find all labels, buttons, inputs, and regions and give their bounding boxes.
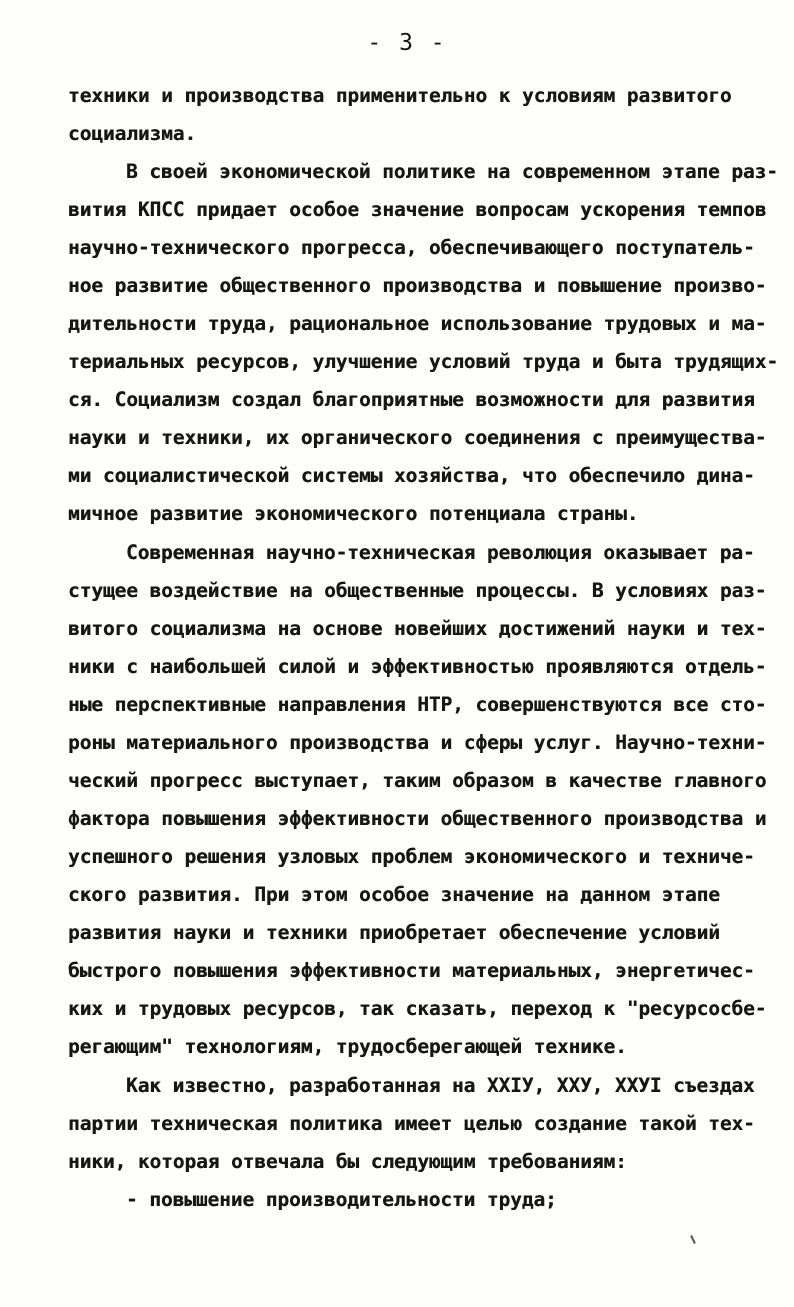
- text-line: развития науки и техники приобретает обеспечение условий: [68, 921, 720, 944]
- text-line: - повышение производительности труда;: [126, 1188, 557, 1211]
- text-line: техники и производства применительно к условиям развитого: [68, 84, 732, 107]
- text-line: В своей экономической политике на современном этапе раз-: [126, 160, 778, 183]
- text-line: ми социалистической системы хозяйства, что обеспечило дина-: [68, 464, 755, 487]
- text-line: роны материального производства и сферы услуг. Научно-техни-: [68, 731, 767, 754]
- text-line: науки и техники, их органического соединения с преимущества-: [68, 426, 767, 449]
- text-line: ких и трудовых ресурсов, так сказать, переход к "ресурсосбе-: [68, 997, 767, 1020]
- text-line: териальных ресурсов, улучшение условий труда и быта трудящих-: [68, 350, 779, 373]
- text-line: витого социализма на основе новейших достижений науки и тех-: [68, 617, 767, 640]
- text-line: партии техническая политика имеет целью создание такой тех-: [68, 1112, 755, 1135]
- text-line: дительности труда, рациональное использование трудовых и ма-: [68, 312, 767, 335]
- page-number: - 3 -: [367, 30, 447, 56]
- text-line: ники, которая отвечала бы следующим требованиям:: [68, 1150, 627, 1173]
- text-line: Современная научно-техническая революция оказывает ра-: [126, 541, 755, 564]
- text-line: ники с наибольшей силой и эффективностью проявляются отдель-: [68, 655, 767, 678]
- text-line: мичное развитие экономического потенциала страны.: [68, 502, 639, 525]
- text-line: Как известно, разработанная на ХХIУ, ХХУ, ХХУI съездах: [126, 1074, 755, 1097]
- text-line: фактора повышения эффективности общественного производства и: [68, 807, 767, 830]
- text-line: ся. Социализм создал благоприятные возможности для развития: [68, 388, 755, 411]
- text-line: стущее воздействие на общественные процессы. В условиях раз-: [68, 579, 767, 602]
- text-line: научно-технического прогресса, обеспечивающего поступатель-: [68, 236, 755, 259]
- text-line: ные перспективные направления НТР, совершенствуются все сто-: [68, 693, 767, 716]
- text-line: ческий прогресс выступает, таким образом в качестве главного: [68, 769, 767, 792]
- text-line: ского развития. При этом особое значение на данном этапе: [68, 883, 720, 906]
- text-line: социализма.: [68, 122, 197, 145]
- text-line: вития КПСС придает особое значение вопросам ускорения темпов: [68, 198, 767, 221]
- text-line: регающим" технологиям, трудосберегающей технике.: [68, 1035, 627, 1058]
- text-line: ное развитие общественного производства и повышение произво-: [68, 274, 767, 297]
- text-line: успешного решения узловых проблем экономического и техниче-: [68, 845, 755, 868]
- text-line: быстрого повышения эффективности материальных, энергетичес-: [68, 959, 755, 982]
- scan-mark: [690, 1235, 696, 1244]
